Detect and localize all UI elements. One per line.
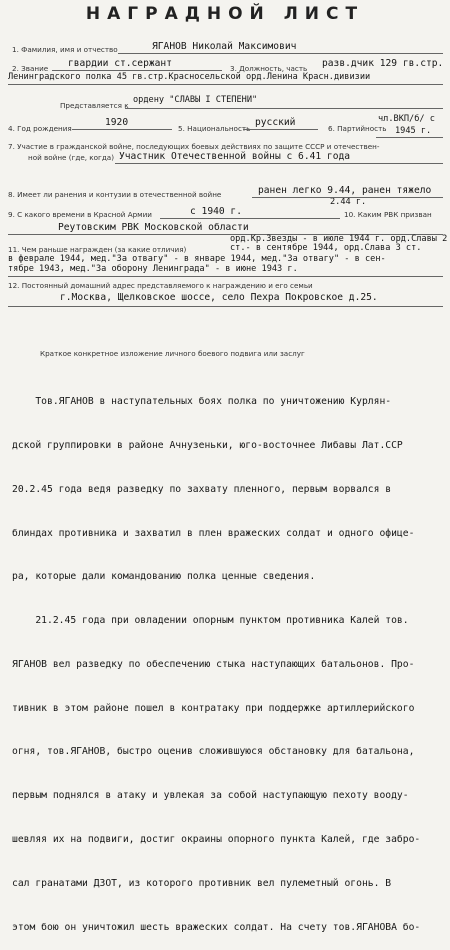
field-4-value: 1920 xyxy=(105,117,129,128)
narrative-line: 21.2.45 года при овладении опорным пунктом противника Калей тов. xyxy=(12,615,409,627)
field-2-value: гвардии ст.сержант xyxy=(68,58,172,69)
field-12-value: г.Москва, Щелковское шоссе, село Пехра Покровское д.25. xyxy=(60,292,378,303)
narrative-title: Краткое конкретное изложение личного боевого подвига или заслуг xyxy=(40,349,305,358)
field-1-label: 1. Фамилия, имя и отчество xyxy=(12,45,118,54)
field-4-underline xyxy=(72,129,172,130)
field-3-continuation: Ленинградского полка 45 гв.стр.Красносельской орд.Ленина Красн.дивизии xyxy=(8,72,371,82)
narrative-line: шевляя их на подвиги, достиг окраины опорного пункта Калей, где забро- xyxy=(12,834,421,845)
field-6-underline xyxy=(376,137,443,138)
field-7-label: 7. Участие в гражданской войне, последующих боевых действиях по защите СССР и отечествен- xyxy=(8,142,380,151)
field-8-underline xyxy=(252,197,443,198)
field-8-label: 8. Имеет ли ранения и контузии в отечественной войне xyxy=(8,190,222,199)
field-6-value-year: 1945 г. xyxy=(395,126,432,136)
field-9-label: 9. С какого времени в Красной Армии xyxy=(8,210,152,219)
narrative-line: первым поднялся в атаку и увлекая за собой наступающую пехоту вооду- xyxy=(12,790,409,802)
narrative-line: дской группировки в районе Ачнузеньки, юго-восточнее Либавы Лат.ССР xyxy=(12,439,403,451)
field-1-underline xyxy=(118,53,443,54)
field-12-underline xyxy=(8,306,443,307)
field-2-underline xyxy=(52,70,222,71)
narrative-body xyxy=(12,366,440,950)
field-11-label: 11. Чем раньше награжден (за какие отличия) xyxy=(8,245,187,254)
field-7-label-cont: ной войне (где, когда) xyxy=(28,153,114,162)
field-10-value: Реутовским РВК Московской области xyxy=(58,222,249,233)
field-5-underline xyxy=(243,129,318,130)
field-11-value-line-3: в феврале 1944, мед."За отвагу" - в январе 1944, мед."За отвагу" - в сен- xyxy=(8,254,386,264)
field-11-value-line-2: ст.- в сентябре 1944, орд.Слава 3 ст. xyxy=(230,243,422,253)
presented-for-label: Представляется к xyxy=(60,101,129,110)
field-4-label: 4. Год рождения xyxy=(8,124,72,133)
field-11-value-line-4: тябре 1943, мед."За оборону Ленинграда" - в июне 1943 г. xyxy=(8,264,298,274)
narrative-line: ра, которые дали командованию полка ценные сведения. xyxy=(12,571,316,583)
field-10-label: 10. Каким РВК призван xyxy=(344,210,432,219)
field-8-value-cont: 2.44 г. xyxy=(330,197,367,207)
narrative-line: огня, тов.ЯГАНОВ, быстро оценив сложившуюся обстановку для батальона, xyxy=(12,746,415,758)
field-2-label: 2. Звание xyxy=(12,64,49,73)
field-7-value: Участник Отечественной войны с 6.41 года xyxy=(119,151,351,162)
narrative-line: 20.2.45 года ведя разведку по захвату пленного, первым ворвался в xyxy=(12,483,392,495)
presented-for-underline xyxy=(125,108,443,109)
field-11-value-line-1: орд.Кр.Звезды - в июле 1944 г. орд.Славы 2 xyxy=(230,234,448,244)
narrative-line: ЯГАНОВ вел разведку по обеспечению стыка наступающих батальонов. Про- xyxy=(12,658,415,670)
document-title: НАГРАДНОЙ ЛИСТ xyxy=(85,4,365,24)
field-8-value: ранен легко 9.44, ранен тяжело xyxy=(258,185,432,196)
field-3-label: 3. Должность, часть xyxy=(230,64,308,73)
field-11-underline xyxy=(8,276,443,277)
field-5-label: 5. Национальность xyxy=(178,124,251,133)
field-7-underline xyxy=(115,163,443,164)
field-3-value: разв.дчик 129 гв.стр. xyxy=(322,58,444,69)
field-6-value: чл.ВКП/б/ с xyxy=(378,114,435,124)
narrative-line: блиндах противника и захватил в плен вражеских солдат и одного офице- xyxy=(12,527,415,539)
field-5-value: русский xyxy=(255,117,296,128)
field-3-underline xyxy=(8,84,443,85)
field-1-value: ЯГАНОВ Николай Максимович xyxy=(152,41,297,52)
narrative-line: этом бою он уничтожил шесть вражеских солдат. На счету тов.ЯГАНОВА бо- xyxy=(12,921,421,933)
narrative-line: Тов.ЯГАНОВ в наступательных боях полка по уничтожению Курлян- xyxy=(12,396,392,408)
field-12-label: 12. Постоянный домашний адрес представляемого к награждению и его семьи xyxy=(8,281,313,290)
field-9-value: с 1940 г. xyxy=(190,206,242,217)
narrative-line: тивник в этом районе пошел в контратаку при поддержке артиллерийского xyxy=(12,702,415,714)
narrative-line: сал гранатами ДЗОТ, из которого противник вел пулеметный огонь. В xyxy=(12,877,392,889)
presented-for-value: ордену "СЛАВЫ I СТЕПЕНИ" xyxy=(133,95,258,105)
field-9-underline xyxy=(160,218,340,219)
field-6-label: 6. Партийность xyxy=(328,124,387,133)
